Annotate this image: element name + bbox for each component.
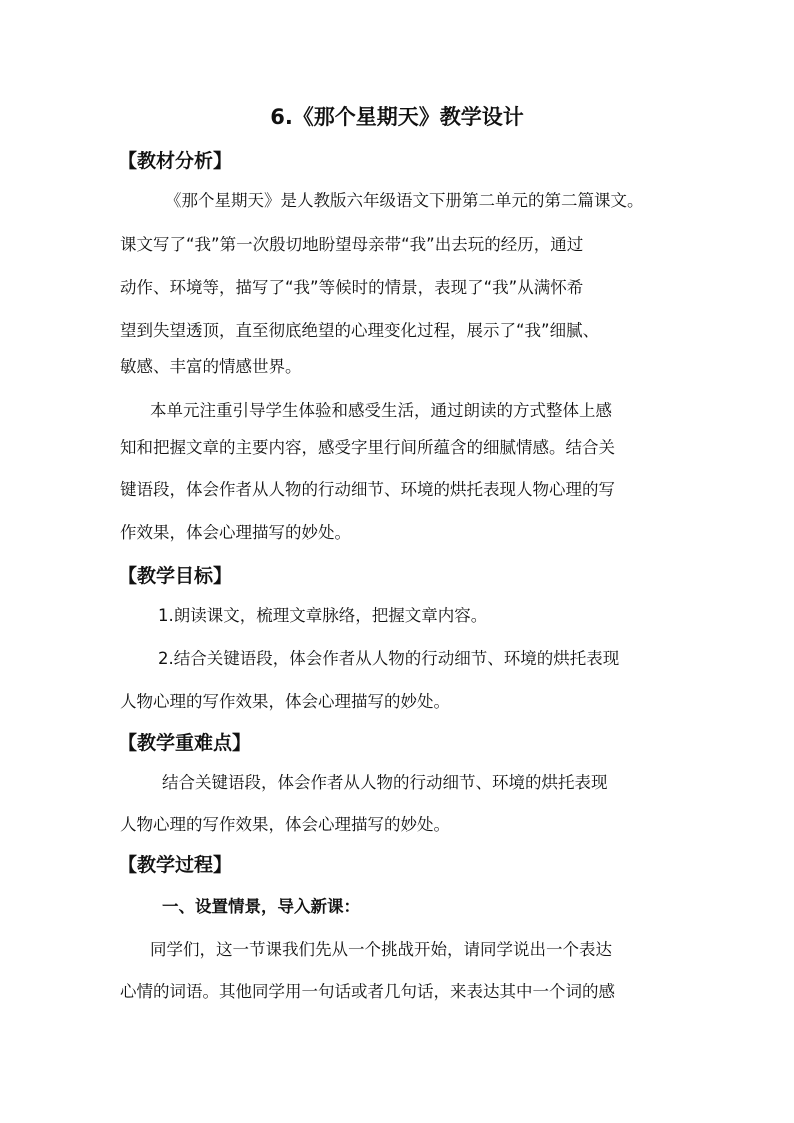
paragraph-line: 键语段，体会作者从人物的行动细节、环境的烘托表现人物心理的写 <box>120 480 615 499</box>
paragraph-line: 敏感、丰富的情感世界。 <box>120 357 302 376</box>
goal-item-2: 2.结合关键语段，体会作者从人物的行动细节、环境的烘托表现 <box>158 649 620 668</box>
paragraph-line: 《那个星期天》是人教版六年级语文下册第二单元的第二篇课文。 <box>165 191 644 210</box>
process-line: 同学们，这一节课我们先从一个挑战开始，请同学说出一个表达 <box>150 940 612 959</box>
paragraph-line: 本单元注重引导学生体验和感受生活，通过朗读的方式整体上感 <box>150 401 612 420</box>
section-heading-keypoints: 【教学重难点】 <box>118 732 252 754</box>
process-subheading: 一、设置情景，导入新课： <box>162 897 360 916</box>
keypoint-line: 结合关键语段，体会作者从人物的行动细节、环境的烘托表现 <box>162 773 608 792</box>
paragraph-line: 望到失望透顶，直至彻底绝望的心理变化过程，展示了“我”细腻、 <box>120 321 600 340</box>
paragraph-line: 知和把握文章的主要内容，感受字里行间所蕴含的细腻情感。结合关 <box>120 438 615 457</box>
goal-item-2-continued: 人物心理的写作效果，体会心理描写的妙处。 <box>120 692 450 711</box>
paragraph-line: 作效果，体会心理描写的妙处。 <box>120 523 351 542</box>
paragraph-line: 动作、环境等，描写了“我”等候时的情景，表现了“我”从满怀希 <box>120 278 584 297</box>
section-heading-process: 【教学过程】 <box>118 854 233 876</box>
paragraph-line: 课文写了“我”第一次殷切地盼望母亲带“我”出去玩的经历，通过 <box>120 235 584 254</box>
goal-item-1: 1.朗读课文，梳理文章脉络，把握文章内容。 <box>158 606 488 625</box>
keypoint-line: 人物心理的写作效果，体会心理描写的妙处。 <box>120 815 450 834</box>
section-heading-analysis: 【教材分析】 <box>118 150 233 172</box>
section-heading-goals: 【教学目标】 <box>118 565 233 587</box>
document-title: 6.《那个星期天》教学设计 <box>270 105 524 129</box>
process-line: 心情的词语。其他同学用一句话或者几句话，来表达其中一个词的感 <box>120 982 615 1001</box>
